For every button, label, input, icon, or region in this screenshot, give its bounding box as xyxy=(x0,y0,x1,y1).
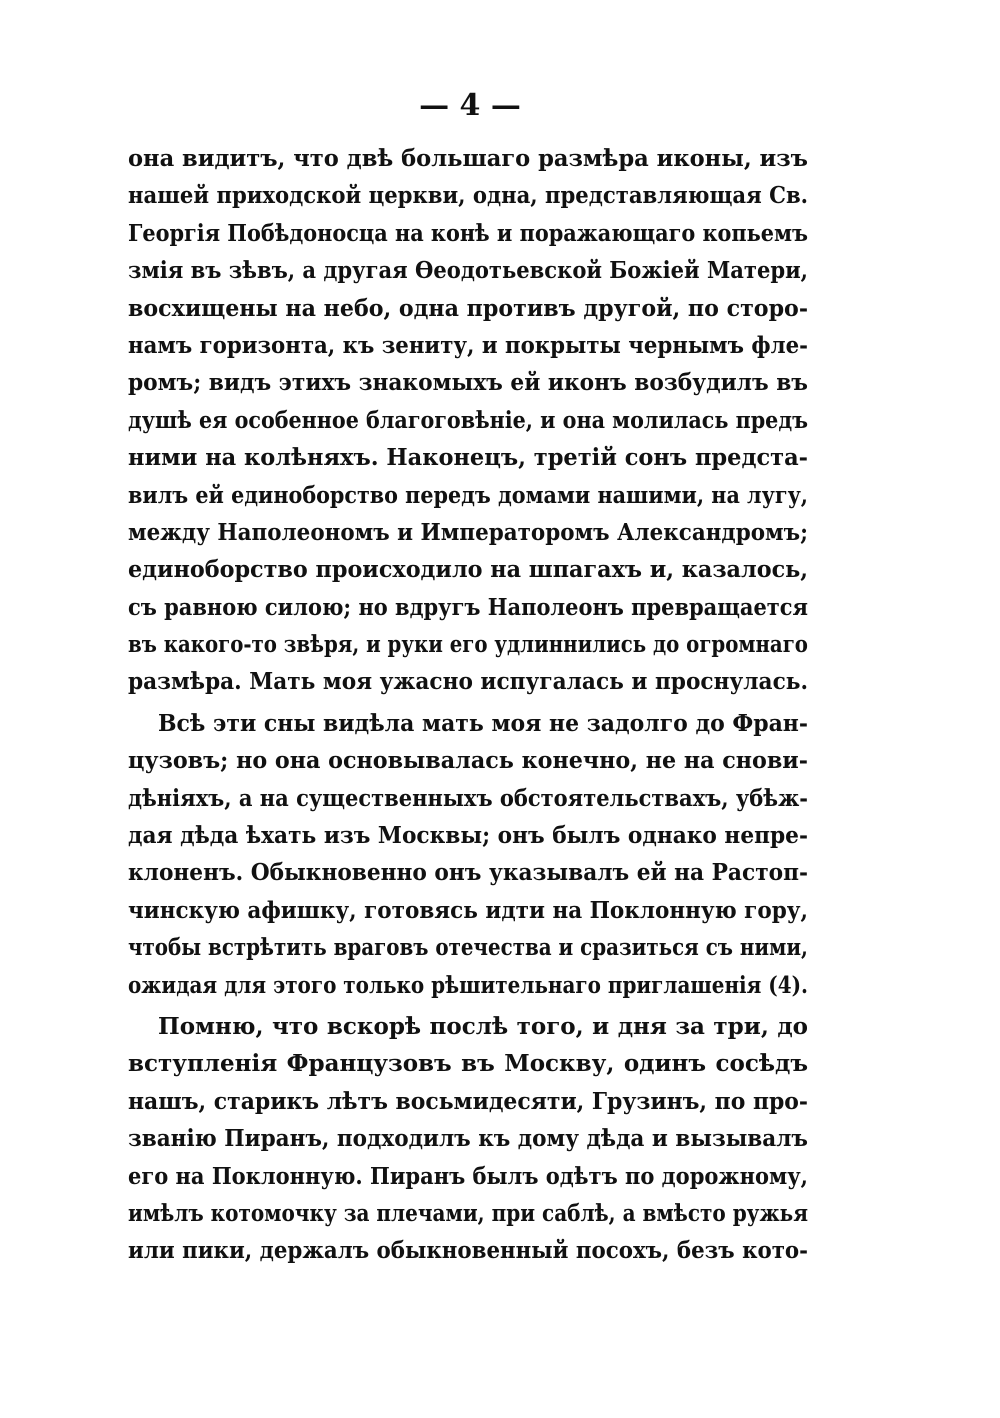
text-line: ожидая для этого только рѣшительнаго приглашенія (4). xyxy=(128,971,808,999)
text-line: вступленія Французовъ въ Москву, одинъ сосѣдъ xyxy=(128,1050,808,1078)
text-line: восхищены на небо, одна противъ другой, по сторо- xyxy=(128,294,809,322)
page-number: — 4 — xyxy=(419,88,521,123)
text-line: дая дѣда ѣхать изъ Москвы; онъ былъ однако непре- xyxy=(128,822,808,850)
text-line: намъ горизонта, къ зениту, и покрыты чернымъ фле- xyxy=(128,331,808,359)
text-line: вилъ ей единоборство передъ домами нашими, на лугу, xyxy=(128,481,809,509)
text-line: единоборство происходило на шпагахъ и, казалось, xyxy=(128,556,809,584)
text-line: имѣлъ котомочку за плечами, при саблѣ, а вмѣсто ружья xyxy=(128,1199,809,1227)
text-line: ромъ; видъ этихъ знакомыхъ ей иконъ возбудилъ въ xyxy=(128,369,808,397)
text-line: или пики, держалъ обыкновенный посохъ, безъ кото- xyxy=(128,1237,809,1265)
text-line: нашей приходской церкви, одна, представляющая Св. xyxy=(128,182,809,210)
text-line: въ какого-то звѣря, и руки его удлиннились до огромнаго xyxy=(128,631,808,659)
text-line: дѣніяхъ, а на существенныхъ обстоятельствахъ, убѣж- xyxy=(128,784,808,812)
text-line: цузовъ; но она основывалась конечно, не на снови- xyxy=(128,747,809,775)
text-line: его на Поклонную. Пиранъ былъ одѣтъ по дорожному, xyxy=(128,1162,808,1190)
body-text xyxy=(128,140,808,1270)
paragraph-first-line: Помню, что вскорѣ послѣ того, и дня за три, до xyxy=(158,1012,808,1040)
text-line: нашъ, старикъ лѣтъ восьмидесяти, Грузинъ, по про- xyxy=(128,1087,808,1115)
text-line: между Наполеономъ и Императоромъ Александромъ; xyxy=(128,518,808,546)
paragraph-first-line: Всѣ эти сны видѣла мать моя не задолго до Фран- xyxy=(158,709,809,737)
text-line: чинскую афишку, готовясь идти на Поклонную гору, xyxy=(128,896,809,924)
text-line: Георгія Побѣдоносца на конѣ и поражающаго копьемъ xyxy=(128,219,808,247)
text-line: званію Пиранъ, подходилъ къ дому дѣда и вызывалъ xyxy=(128,1125,808,1153)
text-line: ними на колѣняхъ. Наконецъ, третій сонъ предста- xyxy=(128,444,808,472)
text-line: змія въ зѣвъ, а другая Ѳеодотьевской Божіей Матери, xyxy=(128,257,809,285)
text-line: душѣ ея особенное благоговѣніе, и она молилась предъ xyxy=(128,406,808,434)
text-line: съ равною силою; но вдругъ Наполеонъ превращается xyxy=(128,593,808,621)
text-line: клоненъ. Обыкновенно онъ указывалъ ей на Растоп- xyxy=(128,859,808,887)
text-line: чтобы встрѣтить враговъ отечества и сразиться съ ними, xyxy=(128,934,808,962)
text-line: она видитъ, что двѣ большаго размѣра иконы, изъ xyxy=(128,145,809,172)
text-line: размѣра. Мать моя ужасно испугалась и проснулась. xyxy=(128,668,808,696)
